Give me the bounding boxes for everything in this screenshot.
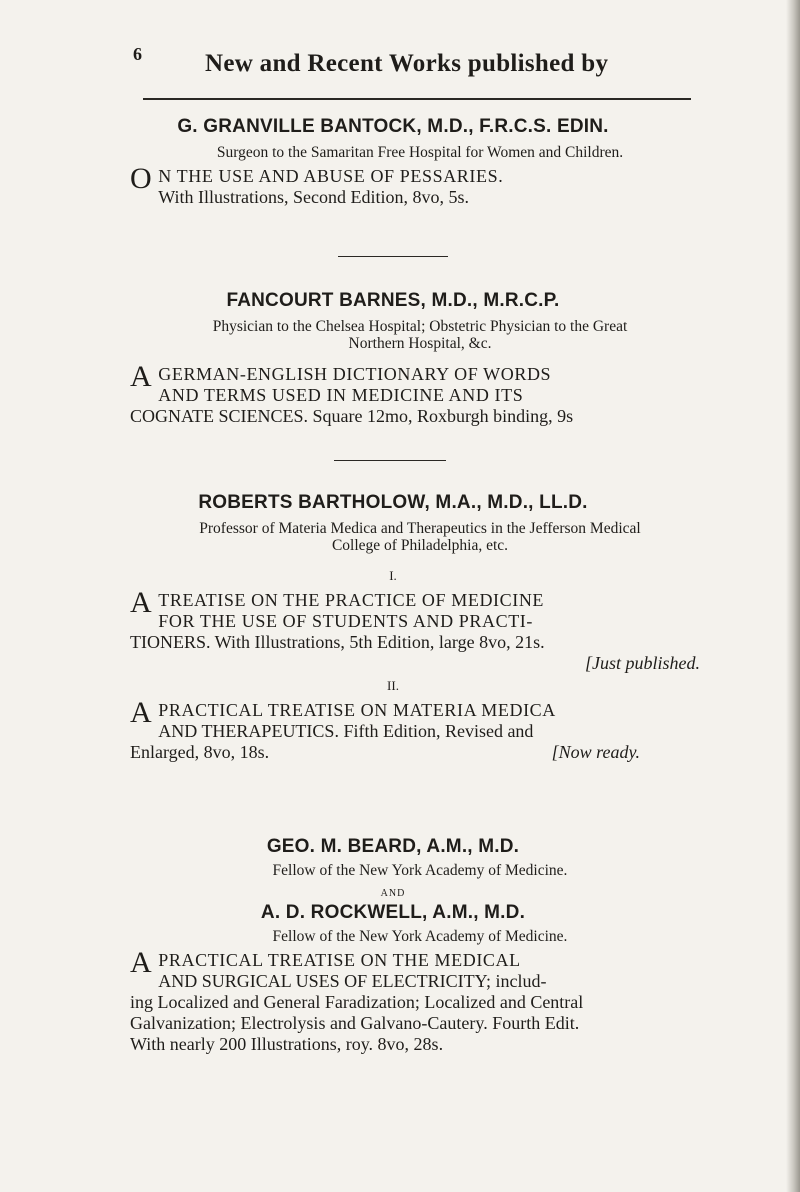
- title-line: GERMAN-ENGLISH DICTIONARY OF WORDS: [158, 364, 552, 384]
- drop-initial: A: [130, 360, 153, 393]
- drop-initial: A: [130, 696, 153, 729]
- title-line: ing Localized and General Faradization; Localized and Central: [130, 992, 584, 1012]
- affiliation-rockwell: Fellow of the New York Academy of Medicine.: [272, 928, 568, 945]
- title-line: AND SURGICAL USES OF ELECTRICITY; includ-: [158, 971, 547, 991]
- title-line: AND THERAPEUTICS. Fifth Edition, Revised and: [158, 721, 534, 741]
- work-numeral: I.: [389, 568, 397, 583]
- title-line: COGNATE SCIENCES. Square 12mo, Roxburgh binding, 9s: [130, 406, 574, 426]
- affiliation-line: Northern Hospital, &c.: [348, 335, 492, 352]
- status-note: [Just published.: [585, 653, 700, 673]
- conjunction-and: AND: [380, 888, 406, 899]
- title-line: FOR THE USE OF STUDENTS AND PRACTI-: [158, 611, 533, 631]
- title-line: PRACTICAL TREATISE ON THE MEDICAL: [158, 950, 521, 970]
- header-rule: [143, 98, 691, 100]
- author-bartholow: ROBERTS BARTHOLOW, M.A., M.D., LL.D.: [198, 492, 588, 513]
- affiliation-line: Professor of Materia Medica and Therapeutics in the Jefferson Medical: [199, 520, 641, 537]
- title-line: With nearly 200 Illustrations, roy. 8vo, 28s.: [130, 1034, 444, 1054]
- title-line: Enlarged, 8vo, 18s.: [130, 742, 270, 762]
- author-beard: GEO. M. BEARD, A.M., M.D.: [266, 836, 520, 857]
- running-head: New and Recent Works published by: [205, 50, 609, 77]
- separator-rule: [334, 460, 446, 461]
- details-line: With Illustrations, Second Edition, 8vo, 5s.: [158, 187, 470, 207]
- work-numeral: II.: [387, 678, 399, 693]
- title-line: N THE USE AND ABUSE OF PESSARIES.: [158, 166, 504, 186]
- title-line: TIONERS. With Illustrations, 5th Edition, large 8vo, 21s.: [130, 632, 545, 652]
- work-treatise-practice: [130, 586, 700, 674]
- affiliation-beard: Fellow of the New York Academy of Medicine.: [272, 862, 568, 879]
- affiliation-line: Physician to the Chelsea Hospital; Obstetric Physician to the Great: [212, 318, 628, 335]
- affiliation-bantock: Surgeon to the Samaritan Free Hospital for Women and Children.: [216, 144, 624, 161]
- author-bantock: G. GRANVILLE BANTOCK, M.D., F.R.C.S. EDIN.: [177, 116, 609, 137]
- title-line: TREATISE ON THE PRACTICE OF MEDICINE: [158, 590, 545, 610]
- separator-rule: [338, 256, 448, 257]
- affiliation-line: College of Philadelphia, etc.: [331, 537, 509, 554]
- page-edge-shadow: [786, 0, 800, 1192]
- work-materia-medica: [130, 696, 700, 763]
- title-line: PRACTICAL TREATISE ON MATERIA MEDICA: [158, 700, 556, 720]
- drop-initial: A: [130, 586, 153, 619]
- affiliation-barnes: [130, 318, 710, 352]
- title-line: Galvanization; Electrolysis and Galvano-Cautery. Fourth Edit.: [130, 1013, 580, 1033]
- status-note: [Now ready.: [551, 742, 640, 762]
- author-barnes: FANCOURT BARNES, M.D., M.R.C.P.: [226, 290, 560, 311]
- title-line: AND TERMS USED IN MEDICINE AND ITS: [158, 385, 524, 405]
- author-rockwell: A. D. ROCKWELL, A.M., M.D.: [260, 902, 526, 923]
- drop-initial: A: [130, 946, 153, 979]
- work-dictionary: [130, 360, 700, 427]
- drop-initial: O: [130, 162, 153, 195]
- work-electricity: [130, 946, 700, 1055]
- page-number: 6: [133, 44, 142, 64]
- work-pessaries: [130, 162, 700, 208]
- affiliation-bartholow: [130, 520, 710, 554]
